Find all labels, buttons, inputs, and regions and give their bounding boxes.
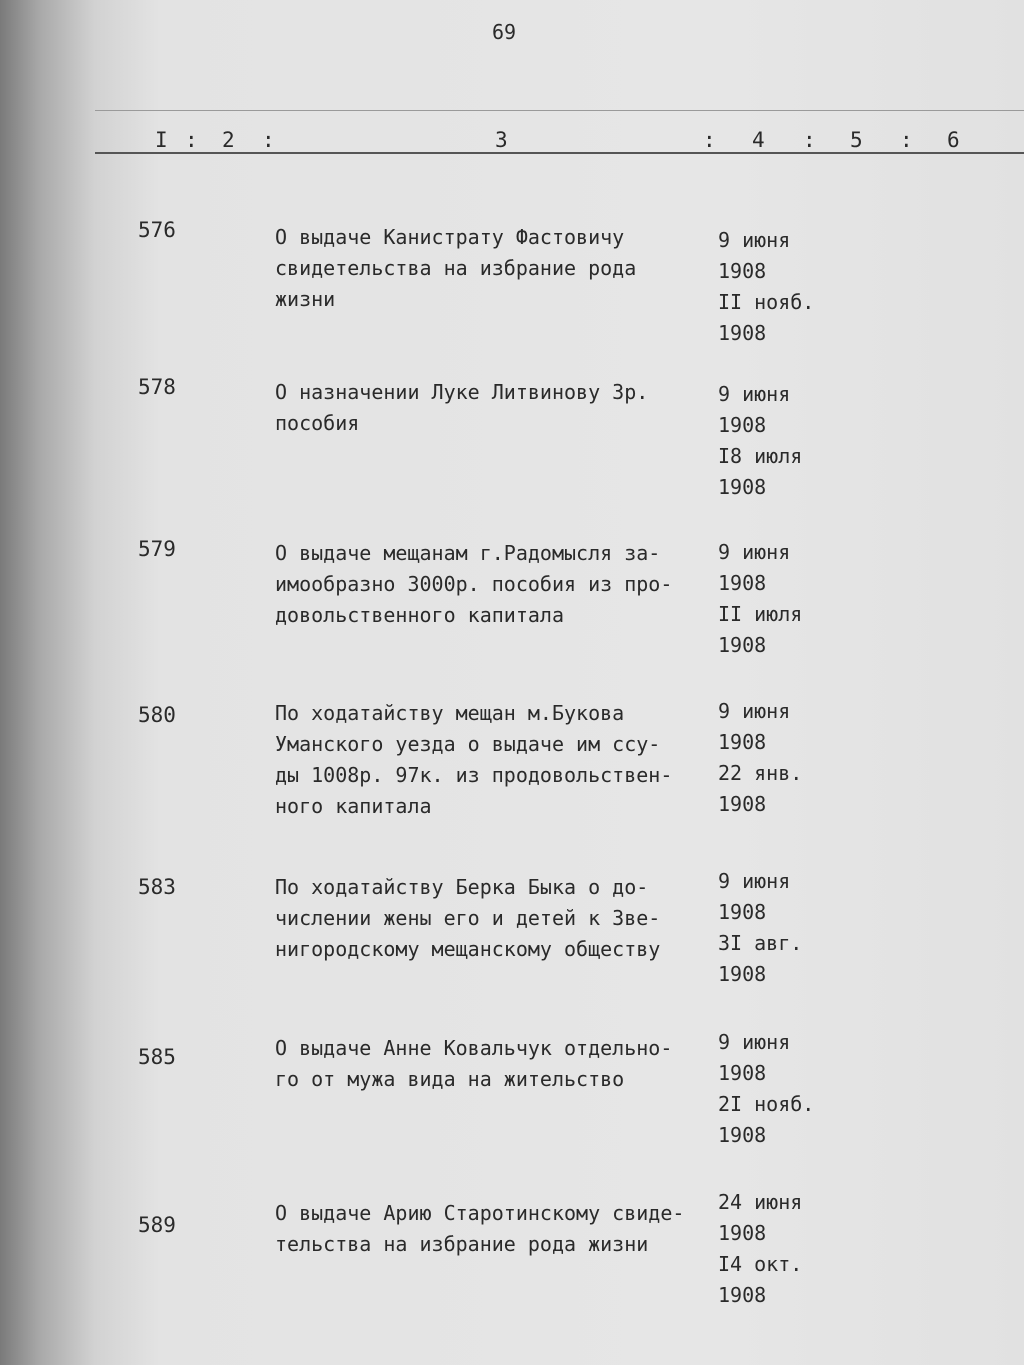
entry-date-line: 1908 xyxy=(718,792,767,816)
entry-number: 576 xyxy=(138,218,176,242)
entry-description xyxy=(275,538,715,631)
column-separator: : xyxy=(185,128,198,152)
entry-date-line: 1908 xyxy=(718,962,767,986)
column-header-6: 6 xyxy=(947,128,960,152)
entry-date-line: 1908 xyxy=(718,730,767,754)
entry-dates xyxy=(718,1187,802,1311)
entry-dates xyxy=(718,1027,814,1151)
entry-date-line: 9 июня xyxy=(718,540,791,564)
entry-date-line: II июля xyxy=(718,602,803,626)
entry-date-line: 1908 xyxy=(718,1061,767,1085)
entry-date-line: 1908 xyxy=(718,1283,767,1307)
entry-dates xyxy=(718,225,814,349)
entry-number: 589 xyxy=(138,1213,176,1237)
column-header-2: 2 xyxy=(222,128,235,152)
entry-date-line: 1908 xyxy=(718,259,767,283)
column-separator: : xyxy=(900,128,913,152)
column-header-3: 3 xyxy=(495,128,508,152)
page-number: 69 xyxy=(492,20,517,44)
entry-text-line: О выдаче Арию Старотинскому свиде- xyxy=(275,1201,685,1225)
entry-number: 580 xyxy=(138,703,176,727)
entry-date-line: I8 июля xyxy=(718,444,803,468)
header-top-rule xyxy=(95,110,1024,111)
entry-date-line: 9 июня xyxy=(718,228,791,252)
column-header-4: 4 xyxy=(752,128,765,152)
entry-date-line: 1908 xyxy=(718,900,767,924)
entry-description xyxy=(275,872,715,965)
column-separator: : xyxy=(703,128,716,152)
entry-text-line: довольственного капитала xyxy=(275,603,564,627)
entry-date-line: 1908 xyxy=(718,633,767,657)
entry-date-line: 9 июня xyxy=(718,382,791,406)
entry-text-line: жизни xyxy=(275,287,336,311)
entry-date-line: 22 янв. xyxy=(718,761,803,785)
entry-text-line: ного капитала xyxy=(275,794,432,818)
entry-description xyxy=(275,1033,715,1095)
entry-date-line: 1908 xyxy=(718,571,767,595)
column-header-5: 5 xyxy=(850,128,863,152)
entry-dates xyxy=(718,379,802,503)
entry-date-line: 1908 xyxy=(718,475,767,499)
entry-number: 585 xyxy=(138,1045,176,1069)
entry-number: 583 xyxy=(138,875,176,899)
column-separator: : xyxy=(803,128,816,152)
entry-text-line: Уманского уезда о выдаче им ссу- xyxy=(275,732,661,756)
entry-dates xyxy=(718,696,802,820)
entry-text-line: имообразно 3000р. пособия из про- xyxy=(275,572,673,596)
entry-text-line: По ходатайству мещан м.Букова xyxy=(275,701,625,725)
entry-description xyxy=(275,698,715,822)
entry-text-line: О назначении Луке Литвинову 3р. xyxy=(275,380,649,404)
entry-text-line: О выдаче Анне Ковальчук отдельно- xyxy=(275,1036,673,1060)
entry-number: 578 xyxy=(138,375,176,399)
entry-text-line: По ходатайству Берка Быка о до- xyxy=(275,875,649,899)
entry-date-line: 1908 xyxy=(718,1123,767,1147)
entry-date-line: 24 июня xyxy=(718,1190,803,1214)
entry-text-line: тельства на избрание рода жизни xyxy=(275,1232,649,1256)
header-bottom-rule xyxy=(95,152,1024,154)
entry-number: 579 xyxy=(138,537,176,561)
entry-description xyxy=(275,377,715,439)
entry-text-line: О выдаче мещанам г.Радомысля за- xyxy=(275,541,661,565)
entry-dates xyxy=(718,537,802,661)
column-separator: : xyxy=(262,128,275,152)
entry-date-line: II нояб. xyxy=(718,290,815,314)
entry-description xyxy=(275,222,715,315)
entry-date-line: 9 июня xyxy=(718,869,791,893)
entry-date-line: 3I авг. xyxy=(718,931,803,955)
entry-text-line: свидетельства на избрание рода xyxy=(275,256,637,280)
entry-date-line: 2I нояб. xyxy=(718,1092,815,1116)
entry-text-line: пособия xyxy=(275,411,360,435)
column-header-1: I xyxy=(155,128,168,152)
entry-date-line: 9 июня xyxy=(718,1030,791,1054)
entry-date-line: I4 окт. xyxy=(718,1252,803,1276)
entry-date-line: 1908 xyxy=(718,1221,767,1245)
entry-date-line: 1908 xyxy=(718,413,767,437)
entry-text-line: ды 1008р. 97к. из продовольствен- xyxy=(275,763,673,787)
entry-text-line: О выдаче Канистрату Фастовичу xyxy=(275,225,625,249)
entry-description xyxy=(275,1198,715,1260)
entry-date-line: 1908 xyxy=(718,321,767,345)
entry-text-line: числении жены его и детей к Зве- xyxy=(275,906,661,930)
entry-text-line: го от мужа вида на жительство xyxy=(275,1067,625,1091)
entry-dates xyxy=(718,866,802,990)
entry-text-line: нигородскому мещанскому обществу xyxy=(275,937,661,961)
entry-date-line: 9 июня xyxy=(718,699,791,723)
